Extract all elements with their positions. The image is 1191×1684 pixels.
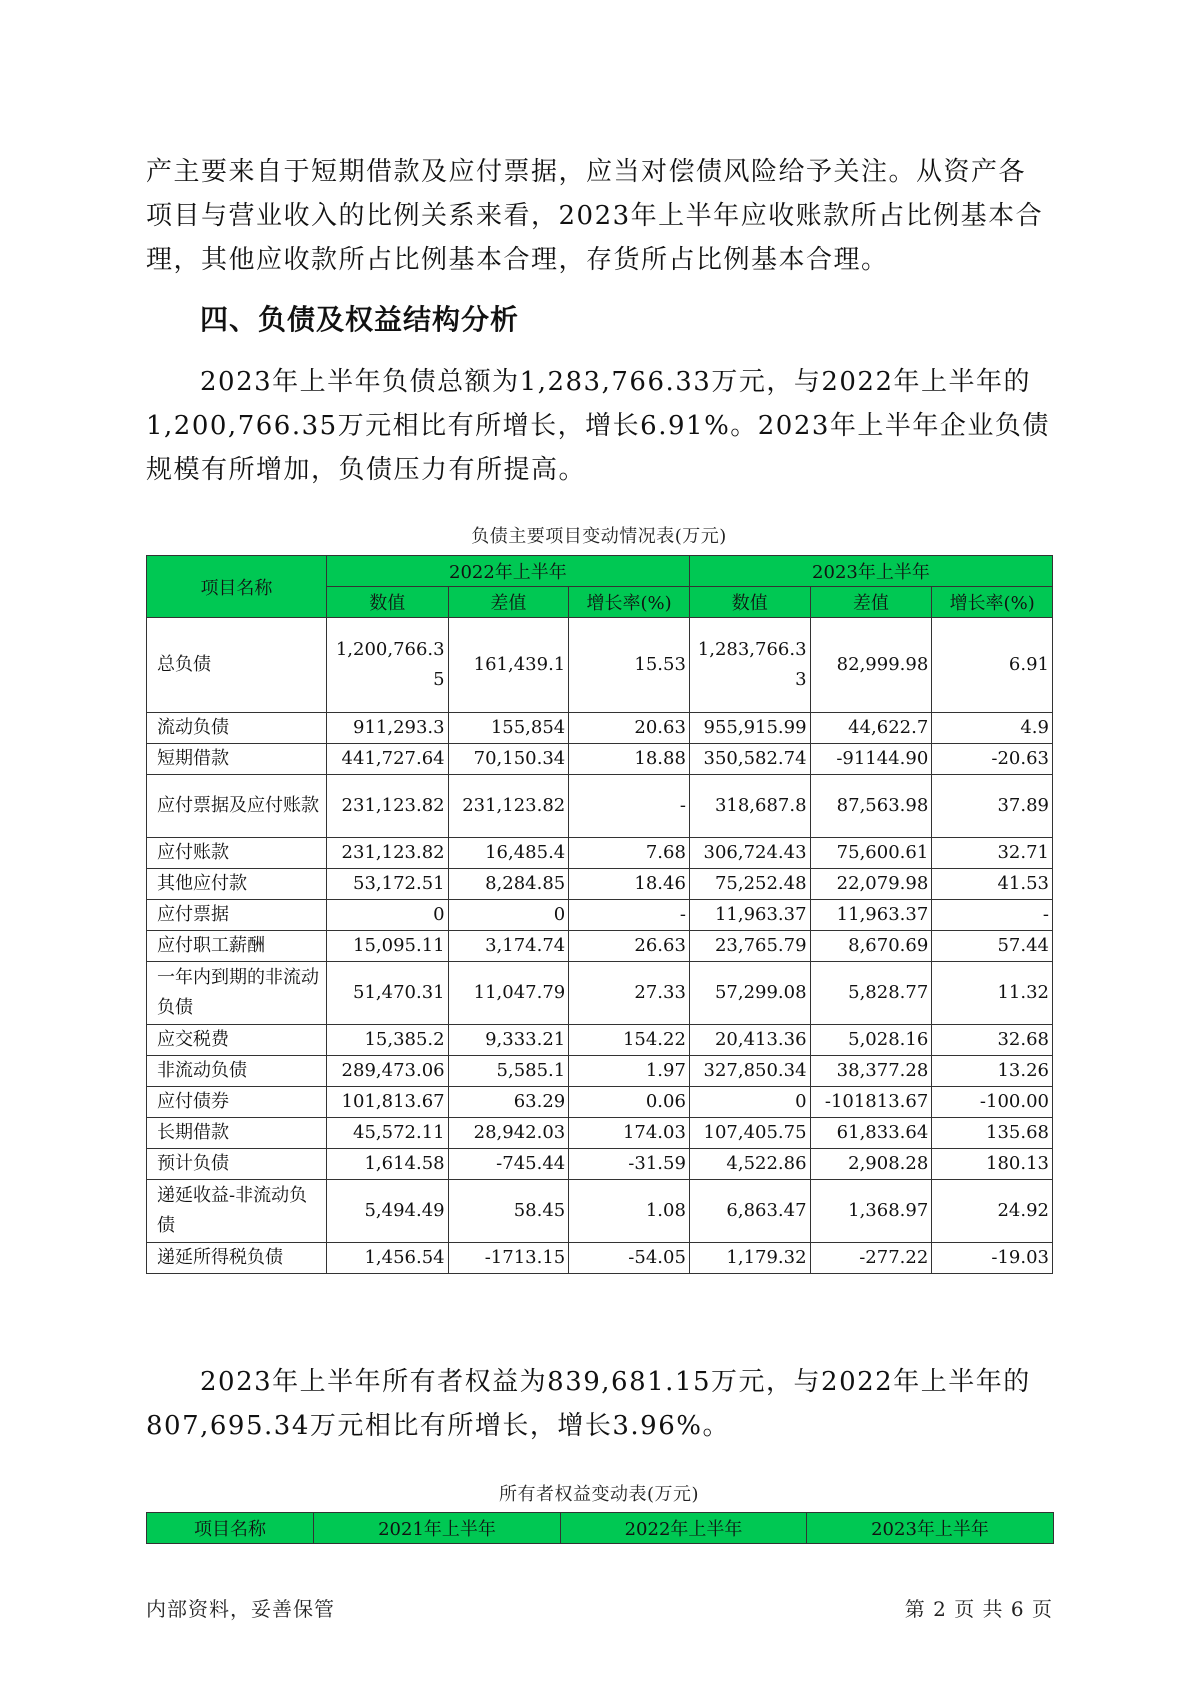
cell-value-2022: 441,727.64 xyxy=(326,744,448,775)
cell-growth-2023: 57.44 xyxy=(932,931,1053,962)
cell-value-2022: 45,572.11 xyxy=(326,1118,448,1149)
cell-value-2023: 306,724.43 xyxy=(689,838,810,869)
table-row xyxy=(147,931,1053,962)
table-row xyxy=(147,962,1053,1025)
cell-value-2022: 911,293.3 xyxy=(326,713,448,744)
cell-value-2023: 75,252.48 xyxy=(689,869,810,900)
row-item-name: 流动负债 xyxy=(147,713,327,744)
row-item-name: 一年内到期的非流动负债 xyxy=(147,962,327,1025)
cell-diff-2023: 44,622.7 xyxy=(810,713,932,744)
row-item-name: 应交税费 xyxy=(147,1025,327,1056)
cell-diff-2023: 8,670.69 xyxy=(810,931,932,962)
cell-growth-2022: 1.08 xyxy=(569,1180,690,1243)
cell-growth-2022: 7.68 xyxy=(569,838,690,869)
cell-diff-2022: 58.45 xyxy=(448,1180,569,1243)
header-value-2022: 数值 xyxy=(326,587,448,618)
header-period-2022: 2022年上半年 xyxy=(326,556,689,587)
cell-diff-2023: 5,028.16 xyxy=(810,1025,932,1056)
cell-diff-2023: 82,999.98 xyxy=(810,618,932,713)
cell-growth-2022: 18.46 xyxy=(569,869,690,900)
cell-value-2023: 318,687.8 xyxy=(689,775,810,838)
cell-diff-2023: -91144.90 xyxy=(810,744,932,775)
cell-growth-2022: 0.06 xyxy=(569,1087,690,1118)
cell-diff-2022: -1713.15 xyxy=(448,1243,569,1274)
equity-table-caption: 所有者权益变动表(万元) xyxy=(498,1484,700,1505)
table-row xyxy=(147,618,1053,713)
header-growth-2022: 增长率(%) xyxy=(569,587,690,618)
cell-growth-2023: 37.89 xyxy=(932,775,1053,838)
cell-growth-2023: -100.00 xyxy=(932,1087,1053,1118)
table-row xyxy=(147,713,1053,744)
footer-confidential-note: 内部资料，妥善保管 xyxy=(146,1597,335,1621)
cell-diff-2022: 231,123.82 xyxy=(448,775,569,838)
liabilities-paragraph: 2023年上半年负债总额为1,283,766.33万元，与2022年上半年的1,200,766.35万元相比有所增长，增长6.91%。2023年上半年企业负债规模有所增加，负债压力有所提高。 xyxy=(146,367,1050,485)
row-item-name: 短期借款 xyxy=(147,744,327,775)
cell-value-2023: 327,850.34 xyxy=(689,1056,810,1087)
header-diff-2023: 差值 xyxy=(810,587,932,618)
cell-diff-2022: 16,485.4 xyxy=(448,838,569,869)
cell-value-2022: 15,095.11 xyxy=(326,931,448,962)
cell-value-2022: 101,813.67 xyxy=(326,1087,448,1118)
cell-growth-2022: -54.05 xyxy=(569,1243,690,1274)
cell-diff-2022: 9,333.21 xyxy=(448,1025,569,1056)
cell-diff-2022: 28,942.03 xyxy=(448,1118,569,1149)
header-period-2023: 2023年上半年 xyxy=(689,556,1052,587)
cell-diff-2023: 87,563.98 xyxy=(810,775,932,838)
row-item-name: 应付债券 xyxy=(147,1087,327,1118)
cell-growth-2022: - xyxy=(569,900,690,931)
cell-diff-2022: 155,854 xyxy=(448,713,569,744)
section-heading: 四、负债及权益结构分析 xyxy=(200,303,520,336)
cell-diff-2023: 1,368.97 xyxy=(810,1180,932,1243)
cell-diff-2023: 2,908.28 xyxy=(810,1149,932,1180)
cell-growth-2022: 27.33 xyxy=(569,962,690,1025)
cell-value-2022: 1,200,766.35 xyxy=(326,618,448,713)
cell-diff-2023: 11,963.37 xyxy=(810,900,932,931)
cell-value-2023: 1,179.32 xyxy=(689,1243,810,1274)
cell-value-2022: 5,494.49 xyxy=(326,1180,448,1243)
cell-growth-2023: 13.26 xyxy=(932,1056,1053,1087)
cell-value-2023: 955,915.99 xyxy=(689,713,810,744)
equity-table xyxy=(146,1512,1054,1544)
cell-value-2022: 289,473.06 xyxy=(326,1056,448,1087)
cell-diff-2022: 3,174.74 xyxy=(448,931,569,962)
row-item-name: 非流动负债 xyxy=(147,1056,327,1087)
header-growth-2023: 增长率(%) xyxy=(932,587,1053,618)
cell-diff-2022: 0 xyxy=(448,900,569,931)
table-row xyxy=(147,1180,1053,1243)
cell-value-2023: 1,283,766.33 xyxy=(689,618,810,713)
cell-value-2023: 4,522.86 xyxy=(689,1149,810,1180)
table-row xyxy=(147,1056,1053,1087)
table-row xyxy=(147,1025,1053,1056)
cell-value-2023: 107,405.75 xyxy=(689,1118,810,1149)
cell-diff-2023: -101813.67 xyxy=(810,1087,932,1118)
cell-value-2022: 51,470.31 xyxy=(326,962,448,1025)
cell-diff-2022: 8,284.85 xyxy=(448,869,569,900)
eq-header-period-2021: 2021年上半年 xyxy=(314,1513,561,1544)
footer-page-number: 第 2 页 共 6 页 xyxy=(904,1597,1053,1621)
row-item-name: 其他应付款 xyxy=(147,869,327,900)
cell-diff-2023: 22,079.98 xyxy=(810,869,932,900)
cell-diff-2023: 38,377.28 xyxy=(810,1056,932,1087)
cell-value-2022: 0 xyxy=(326,900,448,931)
header-value-2023: 数值 xyxy=(689,587,810,618)
header-diff-2022: 差值 xyxy=(448,587,569,618)
cell-diff-2023: -277.22 xyxy=(810,1243,932,1274)
cell-diff-2023: 61,833.64 xyxy=(810,1118,932,1149)
row-item-name: 应付票据及应付账款 xyxy=(147,775,327,838)
cell-value-2023: 57,299.08 xyxy=(689,962,810,1025)
row-item-name: 预计负债 xyxy=(147,1149,327,1180)
cell-growth-2022: -31.59 xyxy=(569,1149,690,1180)
table-row xyxy=(147,1087,1053,1118)
table-row xyxy=(147,1243,1053,1274)
cell-value-2023: 350,582.74 xyxy=(689,744,810,775)
cell-growth-2023: 32.71 xyxy=(932,838,1053,869)
cell-value-2022: 15,385.2 xyxy=(326,1025,448,1056)
cell-diff-2022: 11,047.79 xyxy=(448,962,569,1025)
cell-diff-2022: 5,585.1 xyxy=(448,1056,569,1087)
cell-diff-2022: 70,150.34 xyxy=(448,744,569,775)
eq-header-item-name: 项目名称 xyxy=(147,1513,314,1544)
row-item-name: 长期借款 xyxy=(147,1118,327,1149)
row-item-name: 递延收益-非流动负债 xyxy=(147,1180,327,1243)
row-item-name: 应付职工薪酬 xyxy=(147,931,327,962)
cell-value-2022: 53,172.51 xyxy=(326,869,448,900)
liabilities-table-caption: 负债主要项目变动情况表(万元) xyxy=(471,526,727,547)
row-item-name: 总负债 xyxy=(147,618,327,713)
liabilities-table xyxy=(146,555,1053,1274)
cell-diff-2022: 63.29 xyxy=(448,1087,569,1118)
cell-growth-2023: -20.63 xyxy=(932,744,1053,775)
cell-growth-2022: 26.63 xyxy=(569,931,690,962)
intro-paragraph: 产主要来自于短期借款及应付票据，应当对偿债风险给予关注。从资产各项目与营业收入的比例关系来看，2023年上半年应收账款所占比例基本合理，其他应收款所占比例基本合理，存货所占比例基本合理。 xyxy=(146,157,1044,275)
cell-growth-2022: - xyxy=(569,775,690,838)
cell-growth-2023: 41.53 xyxy=(932,869,1053,900)
cell-growth-2022: 20.63 xyxy=(569,713,690,744)
cell-value-2022: 1,614.58 xyxy=(326,1149,448,1180)
table-row xyxy=(147,1149,1053,1180)
eq-header-period-2022: 2022年上半年 xyxy=(561,1513,807,1544)
cell-growth-2023: 24.92 xyxy=(932,1180,1053,1243)
cell-value-2023: 6,863.47 xyxy=(689,1180,810,1243)
cell-diff-2023: 75,600.61 xyxy=(810,838,932,869)
cell-growth-2023: - xyxy=(932,900,1053,931)
cell-growth-2022: 154.22 xyxy=(569,1025,690,1056)
table-row xyxy=(147,1118,1053,1149)
cell-diff-2022: -745.44 xyxy=(448,1149,569,1180)
table-row xyxy=(147,775,1053,838)
cell-growth-2023: -19.03 xyxy=(932,1243,1053,1274)
row-item-name: 应付票据 xyxy=(147,900,327,931)
table-row xyxy=(147,744,1053,775)
cell-value-2023: 0 xyxy=(689,1087,810,1118)
table-row xyxy=(147,869,1053,900)
cell-growth-2022: 1.97 xyxy=(569,1056,690,1087)
cell-growth-2022: 18.88 xyxy=(569,744,690,775)
header-item-name: 项目名称 xyxy=(147,556,327,618)
cell-value-2023: 20,413.36 xyxy=(689,1025,810,1056)
cell-diff-2023: 5,828.77 xyxy=(810,962,932,1025)
table-row xyxy=(147,900,1053,931)
cell-value-2023: 11,963.37 xyxy=(689,900,810,931)
cell-growth-2023: 6.91 xyxy=(932,618,1053,713)
row-item-name: 递延所得税负债 xyxy=(147,1243,327,1274)
cell-value-2022: 231,123.82 xyxy=(326,775,448,838)
eq-header-period-2023: 2023年上半年 xyxy=(807,1513,1054,1544)
equity-paragraph: 2023年上半年所有者权益为839,681.15万元，与2022年上半年的807,695.34万元相比有所增长，增长3.96%。 xyxy=(146,1367,1031,1441)
row-item-name: 应付账款 xyxy=(147,838,327,869)
cell-growth-2022: 174.03 xyxy=(569,1118,690,1149)
cell-growth-2023: 32.68 xyxy=(932,1025,1053,1056)
cell-value-2022: 1,456.54 xyxy=(326,1243,448,1274)
cell-growth-2023: 135.68 xyxy=(932,1118,1053,1149)
cell-growth-2023: 180.13 xyxy=(932,1149,1053,1180)
cell-value-2023: 23,765.79 xyxy=(689,931,810,962)
table-row xyxy=(147,838,1053,869)
cell-growth-2023: 4.9 xyxy=(932,713,1053,744)
cell-diff-2022: 161,439.1 xyxy=(448,618,569,713)
cell-growth-2022: 15.53 xyxy=(569,618,690,713)
cell-growth-2023: 11.32 xyxy=(932,962,1053,1025)
cell-value-2022: 231,123.82 xyxy=(326,838,448,869)
